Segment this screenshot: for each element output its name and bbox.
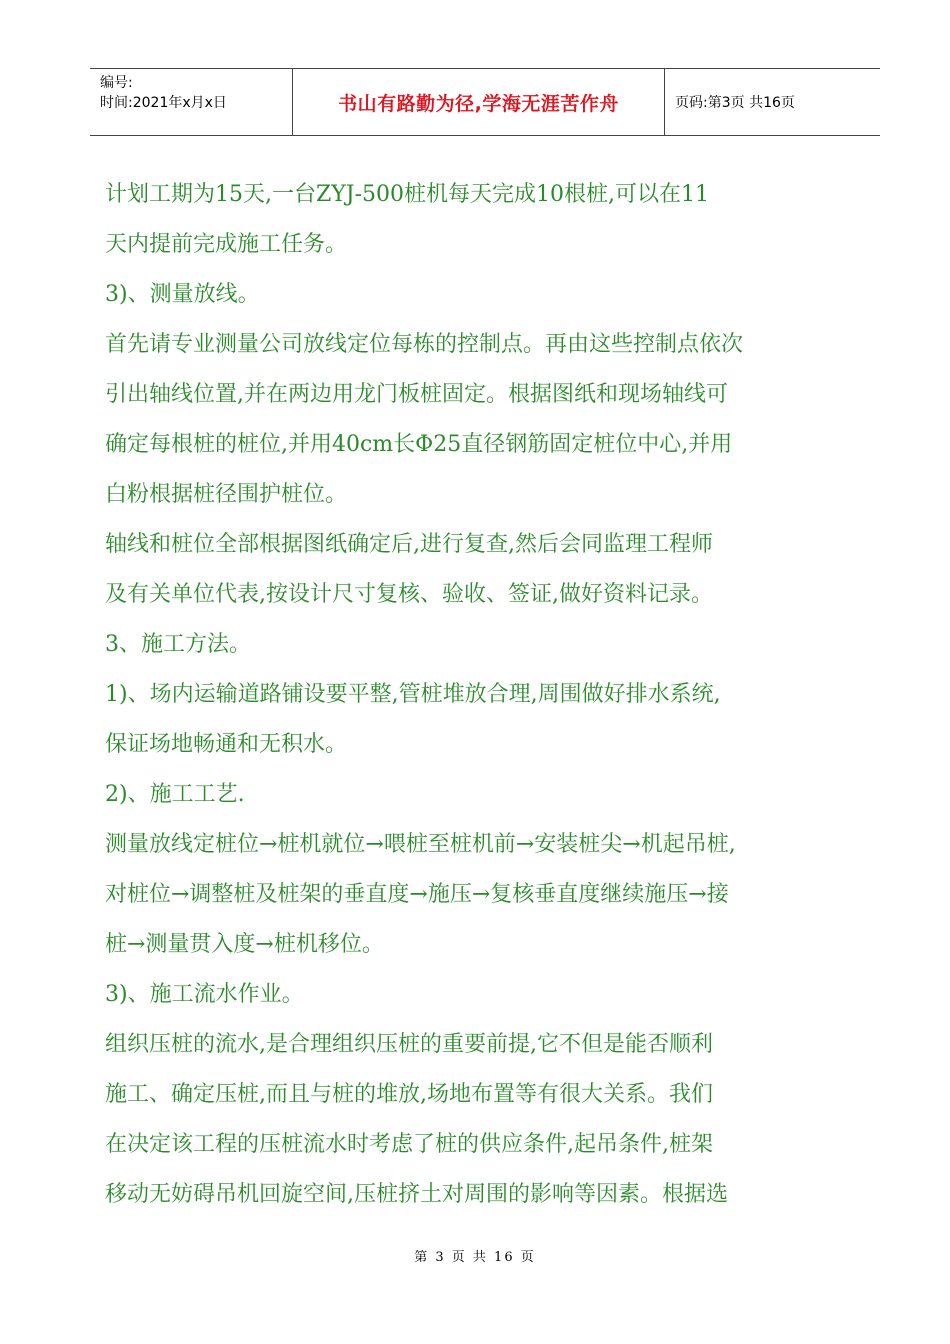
text-line: 3、施工方法。 [105, 632, 251, 657]
document-time-label: 时间:2021年x月x日 [100, 95, 227, 111]
page-header [90, 68, 880, 136]
text-line: 轴线和桩位全部根据图纸确定后,进行复查,然后会同监理工程师 [105, 532, 713, 557]
header-meta [90, 69, 293, 135]
text-line: 天内提前完成施工任务。 [105, 232, 348, 257]
document-number-label: 编号: [100, 75, 133, 91]
text-line: 施工、确定压桩,而且与桩的堆放,场地布置等有很大关系。我们 [105, 1082, 713, 1107]
text-line: 1)、场内运输道路铺设要平整,管桩堆放合理,周围做好排水系统, [105, 682, 721, 707]
text-line: 计划工期为15天,一台ZYJ-500桩机每天完成10根桩,可以在11 [105, 182, 710, 207]
text-line: 桩→测量贯入度→桩机移位。 [105, 932, 384, 957]
header-motto: 书山有路勤为径,学海无涯苦作舟 [293, 69, 665, 135]
text-line: 测量放线定桩位→桩机就位→喂桩至桩机前→安装桩尖→机起吊桩, [105, 832, 736, 857]
text-line: 引出轴线位置,并在两边用龙门板桩固定。根据图纸和现场轴线可 [105, 382, 728, 407]
text-line: 保证场地畅通和无积水。 [105, 732, 348, 757]
text-line: 3)、施工流水作业。 [105, 982, 304, 1007]
text-line: 在决定该工程的压桩流水时考虑了桩的供应条件,起吊条件,桩架 [105, 1132, 713, 1157]
text-line: 移动无妨碍吊机回旋空间,压桩挤土对周围的影响等因素。根据选 [105, 1182, 728, 1207]
page-footer: 第 3 页 共 16 页 [414, 1250, 536, 1265]
body-text [105, 172, 875, 1222]
text-line: 及有关单位代表,按设计尺寸复核、验收、签证,做好资料记录。 [105, 582, 713, 607]
header-page-number: 页码:第3页 共16页 [675, 95, 795, 111]
text-line: 白粉根据桩径围护桩位。 [105, 482, 348, 507]
text-line: 对桩位→调整桩及桩架的垂直度→施压→复核垂直度继续施压→接 [105, 882, 729, 907]
text-line: 2)、施工工艺. [105, 782, 245, 807]
text-line: 3)、测量放线。 [105, 282, 260, 307]
text-line: 确定每根桩的桩位,并用40cm长Φ25直径钢筋固定桩位中心,并用 [105, 432, 733, 457]
text-line: 组织压桩的流水,是合理组织压桩的重要前提,它不但是能否顺利 [105, 1032, 713, 1057]
text-line: 首先请专业测量公司放线定位每栋的控制点。再由这些控制点依次 [105, 332, 744, 357]
